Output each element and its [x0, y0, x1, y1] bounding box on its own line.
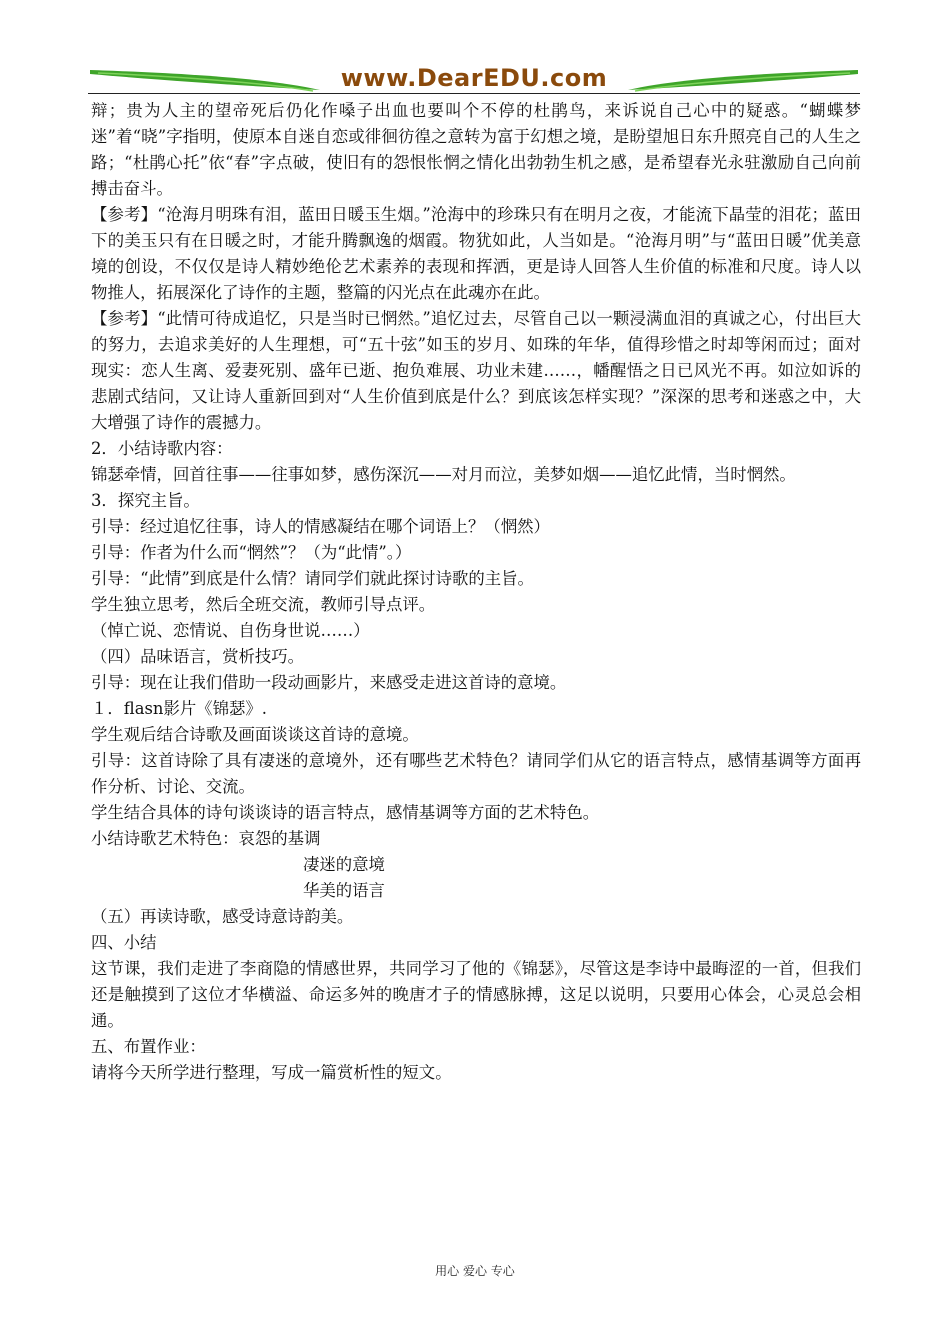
section-heading: （四）品味语言，赏析技巧。	[91, 647, 305, 666]
paragraph: 请将今天所学进行整理，写成一篇赏析性的短文。	[91, 1063, 452, 1082]
page-header	[88, 60, 860, 96]
section-heading: 3．探究主旨。	[91, 491, 200, 510]
paragraph: 【参考】“沧海月明珠有泪，蓝田日暖玉生烟。”沧海中的珍珠只有在明月之夜，才能流下晶莹的泪花；蓝田下的美玉只有在日暖之时，才能升腾飘逸的烟霞。物犹如此，人当如是。“沧海月明”与“蓝田日暖”优美意境的创设，不仅仅是诗人精妙绝伦艺术素养的表现和挥洒，更是诗人回答人生价值的标准和尺度。诗人以物推人，拓展深化了诗作的主题，整篇的闪光点在此魂亦在此。	[91, 205, 861, 302]
paragraph: 这节课，我们走进了李商隐的情感世界，共同学习了他的《锦瑟》，尽管这是李诗中最晦涩的一首，但我们还是触摸到了这位才华横溢、命运多舛的晚唐才子的情感脉搏，这足以说明，只要用心体会，心灵总会相通。	[91, 959, 861, 1030]
paragraph: 引导：作者为什么而“惘然”？（为“此情”。）	[91, 543, 412, 562]
paragraph: 引导：“此情”到底是什么情？请同学们就此探讨诗歌的主旨。	[91, 569, 534, 588]
section-heading: 四、小结	[91, 933, 157, 952]
page-footer: 用心 爱心 专心	[435, 1264, 515, 1278]
list-item: 凄迷的意境	[303, 855, 385, 874]
paragraph: 小结诗歌艺术特色：哀怨的基调	[91, 829, 321, 848]
paragraph: （悼亡说、恋情说、自伤身世说……）	[91, 621, 370, 640]
header-divider	[88, 93, 860, 94]
paragraph: 锦瑟牵情，回首往事——往事如梦，感伤深沉——对月而泣，美梦如烟——追忆此情，当时惘然。	[91, 465, 796, 484]
section-heading: 2．小结诗歌内容：	[91, 439, 233, 458]
paragraph: １．flasn影片《锦瑟》.	[91, 699, 268, 718]
section-heading: （五）再读诗歌，感受诗意诗韵美。	[91, 907, 354, 926]
section-heading: 五、布置作业：	[91, 1037, 206, 1056]
paragraph: 学生结合具体的诗句谈谈诗的语言特点，感情基调等方面的艺术特色。	[91, 803, 600, 822]
paragraph: 引导：经过追忆往事，诗人的情感凝结在哪个词语上？（惘然）	[91, 517, 550, 536]
site-brand: www.DearEDU.com	[340, 64, 608, 92]
paragraph: 学生观后结合诗歌及画面谈谈这首诗的意境。	[91, 725, 419, 744]
document-body	[91, 98, 861, 1086]
paragraph: 学生独立思考，然后全班交流，教师引导点评。	[91, 595, 436, 614]
paragraph: 辩；贵为人主的望帝死后仍化作嗓子出血也要叫个不停的杜鹃鸟，来诉说自己心中的疑惑。“蝴蝶梦迷”着“晓”字指明，使原本自迷自恋或徘徊彷徨之意转为富于幻想之境，是盼望旭日东升照亮自己的人生之路；“杜鹃心托”依“春”字点破，使旧有的怨恨怅惘之情化出勃勃生机之感，是希望春光永驻激励自己向前搏击奋斗。	[91, 101, 861, 198]
paragraph: 引导：这首诗除了具有凄迷的意境外，还有哪些艺术特色？请同学们从它的语言特点，感情基调等方面再作分析、讨论、交流。	[91, 751, 861, 796]
paragraph: 引导：现在让我们借助一段动画影片，来感受走进这首诗的意境。	[91, 673, 567, 692]
list-item: 华美的语言	[303, 881, 385, 900]
paragraph: 【参考】“此情可待成追忆，只是当时已惘然。”追忆过去，尽管自己以一颗浸满血泪的真诚之心，付出巨大的努力，去追求美好的人生理想，可“五十弦”如玉的岁月、如珠的年华，值得珍惜之时却等闲而过；面对现实：恋人生离、爱妻死别、盛年已逝、抱负难展、功业未建……，幡醒悟之日已风光不再。如泣如诉的悲剧式结问，又让诗人重新回到对“人生价值到底是什么？到底该怎样实现？”深深的思考和迷惑之中，大大增强了诗作的震撼力。	[91, 309, 861, 432]
